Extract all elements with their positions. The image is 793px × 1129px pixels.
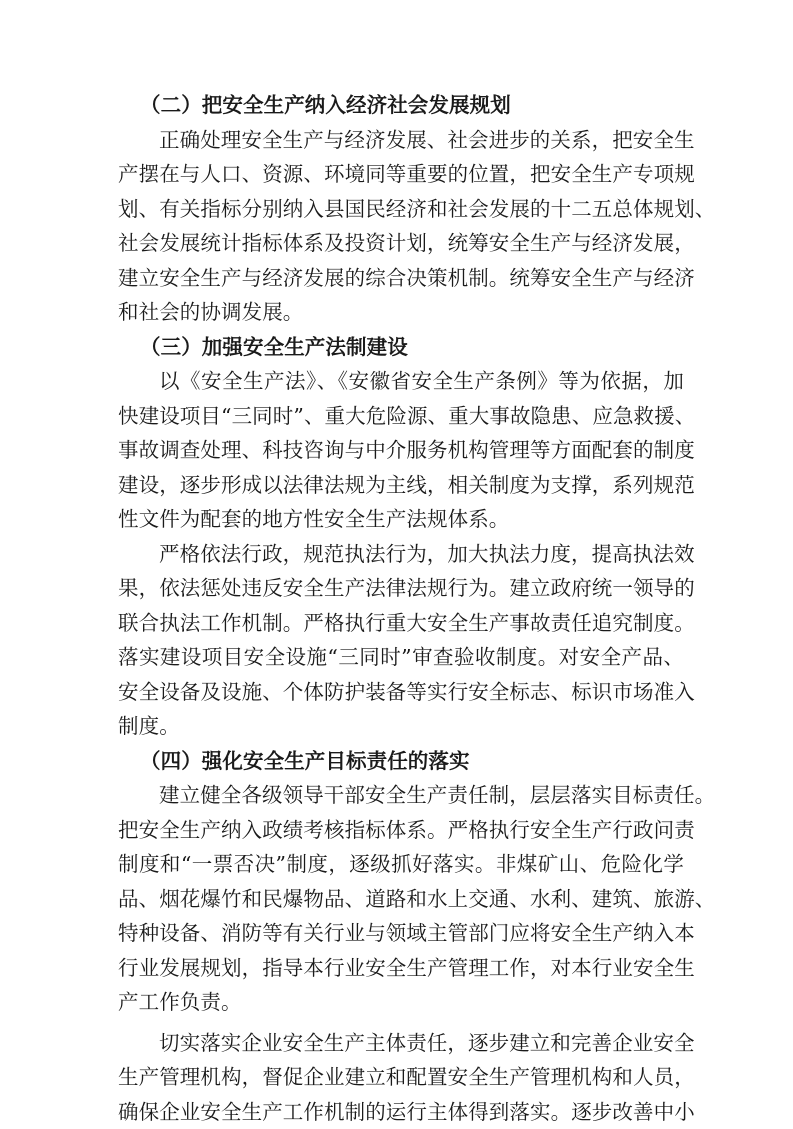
section-heading: （三）加强安全生产法制建设 (118, 330, 684, 365)
text-line: 以《安全生产法》、《安徽省安全生产条例》等为依据，加 (118, 364, 684, 399)
text-line: 安全设备及设施、个体防护装备等实行安全标志、标识市场准入 (118, 675, 684, 710)
text-line: 建设，逐步形成以法律法规为主线，相关制度为支撑，系列规范 (118, 468, 684, 503)
section-heading: （二）把安全生产纳入经济社会发展规划 (118, 88, 684, 123)
text-line: 制度。 (118, 709, 684, 744)
paragraph (118, 778, 684, 1020)
text-line: 产摆在与人口、资源、环境同等重要的位置，把安全生产专项规 (118, 157, 684, 192)
text-line: 品、烟花爆竹和民爆物品、道路和水上交通、水利、建筑、旅游、 (118, 882, 684, 917)
text-line: 生产管理机构，督促企业建立和配置安全生产管理机构和人员， (118, 1060, 684, 1095)
text-line: 划、有关指标分别纳入县国民经济和社会发展的十二五总体规划、 (118, 192, 684, 227)
text-line: 严格依法行政，规范执法行为，加大执法力度，提高执法效 (118, 537, 684, 572)
text-line: 确保企业安全生产工作机制的运行主体得到落实。逐步改善中小 (118, 1095, 684, 1129)
text-line: 制度和“一票否决”制度，逐级抓好落实。非煤矿山、危险化学 (118, 847, 684, 882)
text-line: 性文件为配套的地方性安全生产法规体系。 (118, 502, 684, 537)
text-line: 和社会的协调发展。 (118, 295, 684, 330)
text-line: 把安全生产纳入政绩考核指标体系。严格执行安全生产行政问责 (118, 813, 684, 848)
paragraph (118, 1026, 684, 1129)
paragraph (118, 537, 684, 744)
paragraph (118, 364, 684, 537)
text-line: 事故调查处理、科技咨询与中介服务机构管理等方面配套的制度 (118, 433, 684, 468)
paragraph (118, 123, 684, 330)
text-line: 切实落实企业安全生产主体责任，逐步建立和完善企业安全 (118, 1026, 684, 1061)
text-line: 果，依法惩处违反安全生产法律法规行为。建立政府统一领导的 (118, 571, 684, 606)
section-heading: （四）强化安全生产目标责任的落实 (118, 744, 684, 779)
text-line: 建立健全各级领导干部安全生产责任制，层层落实目标责任。 (118, 778, 684, 813)
text-line: 社会发展统计指标体系及投资计划，统筹安全生产与经济发展， (118, 226, 684, 261)
text-line: 特种设备、消防等有关行业与领域主管部门应将安全生产纳入本 (118, 916, 684, 951)
text-line: 快建设项目“三同时”、重大危险源、重大事故隐患、应急救援、 (118, 399, 684, 434)
text-line: 落实建设项目安全设施“三同时”审查验收制度。对安全产品、 (118, 640, 684, 675)
text-line: 行业发展规划，指导本行业安全生产管理工作，对本行业安全生 (118, 951, 684, 986)
text-line: 建立安全生产与经济发展的综合决策机制。统筹安全生产与经济 (118, 261, 684, 296)
document-page (118, 88, 684, 1129)
text-line: 产工作负责。 (118, 985, 684, 1020)
text-line: 联合执法工作机制。严格执行重大安全生产事故责任追究制度。 (118, 606, 684, 641)
text-line: 正确处理安全生产与经济发展、社会进步的关系，把安全生 (118, 123, 684, 158)
